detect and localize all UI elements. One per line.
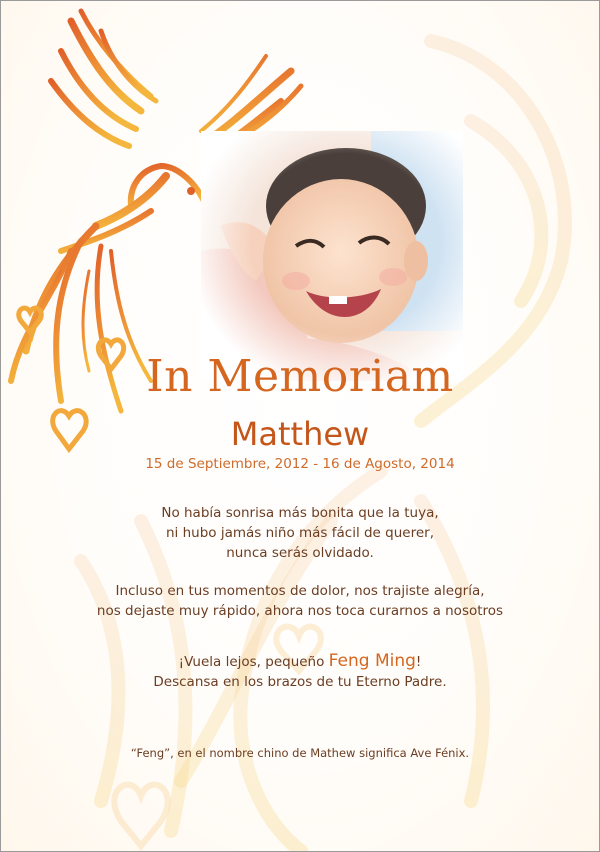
baby-photo — [201, 131, 463, 381]
poem-line: Incluso en tus momentos de dolor, nos trajiste alegría, — [115, 583, 485, 599]
poem-line: ni hubo jamás niño más fácil de querer, — [165, 525, 434, 541]
name-footnote: “Feng”, en el nombre chino de Mathew significa Ave Fénix. — [130, 746, 470, 760]
farewell-line — [1, 651, 599, 672]
poem-line: No había sonrisa más bonita que la tuya, — [161, 505, 439, 521]
page-title: In Memoriam — [146, 351, 454, 402]
poem-stanza-1 — [1, 503, 599, 563]
poem-stanza-2 — [1, 581, 599, 621]
memorial-name: Matthew — [230, 415, 370, 453]
life-dates: 15 de Septiembre, 2012 - 16 de Agosto, 2014 — [145, 456, 455, 472]
chinese-name: Feng Ming — [328, 651, 416, 671]
farewell-suffix: ! — [415, 654, 422, 670]
poem-line: nos dejaste muy rápido, ahora nos toca curarnos a nosotros — [96, 603, 504, 619]
poem-line: nunca serás olvidado. — [226, 545, 374, 561]
farewell-line-2: Descansa en los brazos de tu Eterno Padre. — [153, 674, 447, 690]
farewell-prefix: ¡Vuela lejos, pequeño — [178, 654, 329, 670]
farewell-stanza — [1, 651, 599, 692]
